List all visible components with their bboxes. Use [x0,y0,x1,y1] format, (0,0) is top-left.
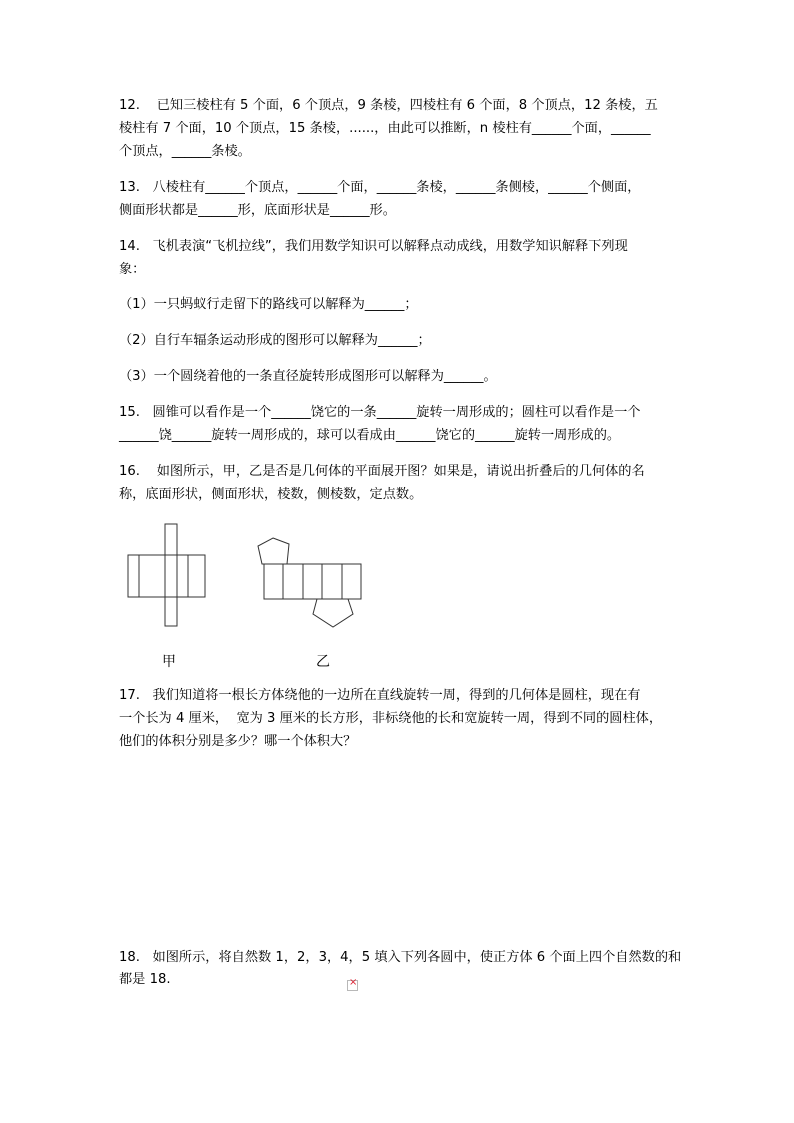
label-jia: 甲 [162,654,176,670]
q12-line-1: 12. 已知三棱柱有 5 个面，6 个顶点，9 条棱，四棱柱有 6 个面，8 个顶点，12 条棱，五 [119,98,658,113]
q17-line-3: 他们的体积分别是多少？哪一个体积大？ [119,734,357,749]
q13-line-2: 侧面形状都是______形，底面形状是______形。 [119,203,396,218]
broken-image-icon [347,980,358,991]
q12-line-3: 个顶点，______条棱。 [119,144,251,159]
q18-line-1: 18. 如图所示，将自然数 1，2，3，4，5 填入下列各圆中，使正方体 6 个面上四个自然数的和 [119,950,682,965]
label-yi: 乙 [316,654,330,670]
q15-line-2: ______饶______旋转一周形成的，球可以看成由______饶它的______旋转一周形成的。 [119,428,621,443]
q14-line-2: 象： [119,262,146,277]
net-jia [128,524,205,626]
q14-line-1: 14. 飞机表演“飞机拉线”，我们用数学知识可以解释点动成线，用数学知识解释下列现 [119,239,628,254]
q14-item-2: （2）自行车辐条运动形成的图形可以解释为______； [119,333,431,348]
net-yi-faces [264,564,361,599]
q17-line-2: 一个长为 4 厘米， 宽为 3 厘米的长方形，非标绕他的长和宽旋转一周，得到不同的圆柱体， [119,711,663,726]
q18-line-2: 都是 18. [119,972,171,987]
q14-item-1: （1）一只蚂蚁行走留下的路线可以解释为______； [119,297,418,312]
q17-line-1: 17. 我们知道将一根长方体绕他的一边所在直线旋转一周，得到的几何体是圆柱，现在有 [119,688,641,703]
net-jia-body [128,555,205,597]
q13-line-1: 13. 八棱柱有______个顶点，______个面，______条棱，______条侧棱，______个侧面， [119,180,641,195]
q12-line-2: 棱柱有 7 个面，10 个顶点，15 条棱，......，由此可以推断，n 棱柱有______个面，______ [119,121,651,136]
net-yi-top-pentagon [258,538,289,564]
net-yi-bottom-pentagon [313,599,353,627]
q14-item-3: （3）一个圆绕着他的一条直径旋转形成图形可以解释为______。 [119,369,497,384]
net-yi [258,538,361,627]
q16-line-1: 16. 如图所示，甲，乙是否是几何体的平面展开图？如果是，请说出折叠后的几何体的名 [119,464,645,479]
q15-line-1: 15. 圆锥可以看作是一个______饶它的一条______旋转一周形成的；圆柱可以看作是一个 [119,405,641,420]
net-jia-strip [165,524,177,626]
q16-line-2: 称，底面形状，侧面形状，棱数，侧棱数，定点数。 [119,487,423,502]
